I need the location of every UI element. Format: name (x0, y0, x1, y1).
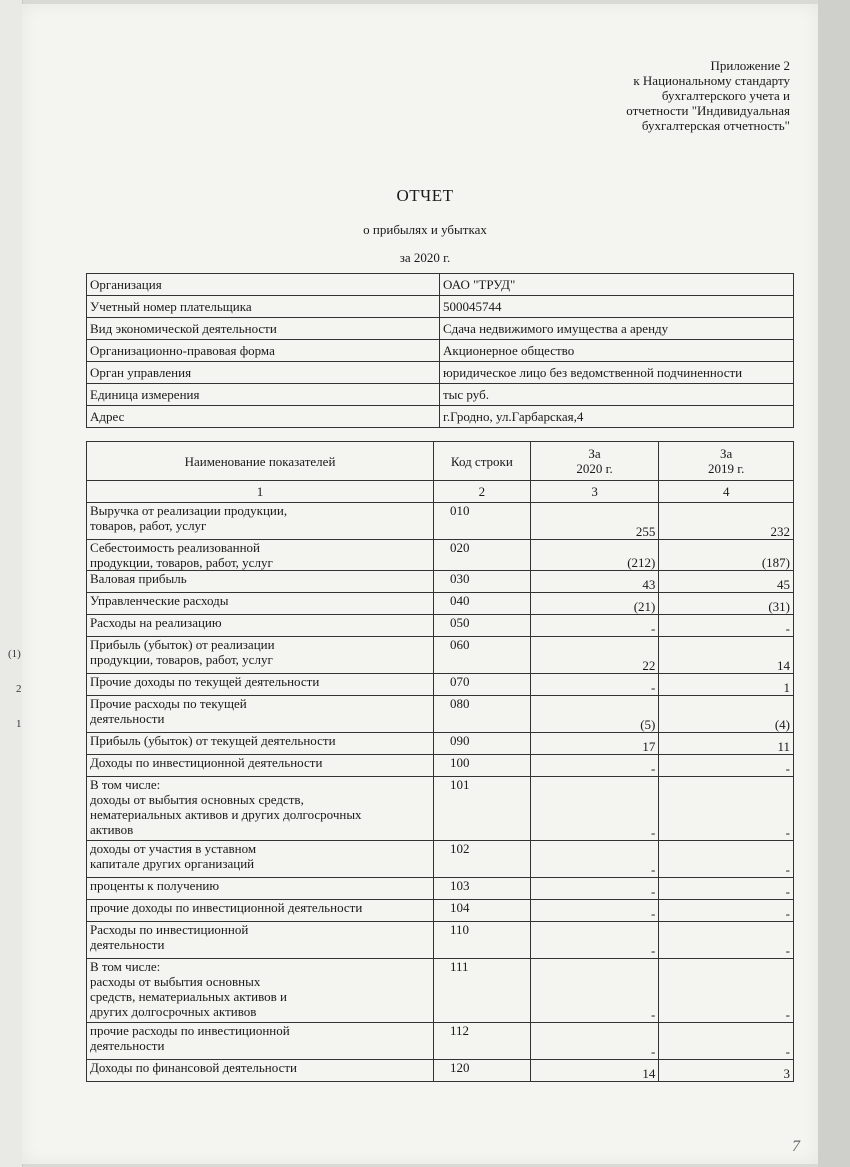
row-value-2020: 255 (530, 503, 659, 540)
header-year2: За 2019 г. (659, 442, 794, 481)
row-name: Доходы по инвестиционной деятельности (87, 755, 434, 777)
row-value-2019: - (659, 755, 794, 777)
report-title: ОТЧЕТ (396, 186, 454, 205)
table-row (87, 593, 794, 615)
row-code: 070 (433, 674, 530, 696)
table-row (87, 733, 794, 755)
row-value-2019: 45 (659, 571, 794, 593)
row-name: Прочие расходы по текущей деятельности (87, 696, 434, 733)
row-name: Прочие доходы по текущей деятельности (87, 674, 434, 696)
row-value-2020: (212) (530, 540, 659, 571)
info-label: Единица измерения (87, 384, 440, 406)
table-row (87, 959, 794, 1023)
info-row (87, 274, 794, 296)
row-code: 050 (433, 615, 530, 637)
row-value-2019: - (659, 777, 794, 841)
info-row (87, 318, 794, 340)
row-code: 110 (433, 922, 530, 959)
col-number: 4 (659, 481, 794, 503)
row-value-2019: 11 (659, 733, 794, 755)
scan-edge (818, 0, 850, 1167)
col-number: 1 (87, 481, 434, 503)
column-number-row (87, 481, 794, 503)
row-value-2019: (187) (659, 540, 794, 571)
margin-mark: 1 (16, 718, 22, 730)
row-code: 060 (433, 637, 530, 674)
row-code: 102 (433, 841, 530, 878)
row-value-2019: (31) (659, 593, 794, 615)
table-row (87, 503, 794, 540)
row-value-2019: 3 (659, 1060, 794, 1082)
info-label: Адрес (87, 406, 440, 428)
row-code: 104 (433, 900, 530, 922)
info-label: Организационно-правовая форма (87, 340, 440, 362)
table-row (87, 674, 794, 696)
table-row (87, 1023, 794, 1060)
info-value: юридическое лицо без ведомственной подчиненности (440, 362, 794, 384)
row-value-2019: - (659, 841, 794, 878)
row-code: 103 (433, 878, 530, 900)
margin-mark: 2 (16, 683, 22, 695)
row-name: Выручка от реализации продукции, товаров, работ, услуг (87, 503, 434, 540)
info-value: тыс руб. (440, 384, 794, 406)
row-code: 080 (433, 696, 530, 733)
table-row (87, 571, 794, 593)
info-value: 500045744 (440, 296, 794, 318)
row-name: Прибыль (убыток) от текущей деятельности (87, 733, 434, 755)
table-row (87, 900, 794, 922)
header-name: Наименование показателей (87, 442, 434, 481)
row-value-2019: - (659, 900, 794, 922)
row-code: 020 (433, 540, 530, 571)
row-code: 120 (433, 1060, 530, 1082)
info-row (87, 340, 794, 362)
row-value-2019: 14 (659, 637, 794, 674)
row-name: Прибыль (убыток) от реализации продукции, товаров, работ, услуг (87, 637, 434, 674)
table-row (87, 1060, 794, 1082)
row-value-2019: 1 (659, 674, 794, 696)
table-header-row (87, 442, 794, 481)
info-row (87, 296, 794, 318)
row-value-2019: - (659, 1023, 794, 1060)
row-name: Расходы по инвестиционной деятельности (87, 922, 434, 959)
table-row (87, 615, 794, 637)
row-code: 100 (433, 755, 530, 777)
row-name: прочие расходы по инвестиционной деятельности (87, 1023, 434, 1060)
row-name: проценты к получению (87, 878, 434, 900)
row-value-2020: 17 (530, 733, 659, 755)
info-label: Орган управления (87, 362, 440, 384)
page-number: 7 (792, 1138, 800, 1155)
organization-info-table (86, 273, 794, 428)
row-name: Себестоимость реализованной продукции, товаров, работ, услуг (87, 540, 434, 571)
col-number: 3 (530, 481, 659, 503)
row-value-2020: - (530, 777, 659, 841)
report-period: за 2020 г. (399, 250, 451, 265)
info-row (87, 406, 794, 428)
col-number: 2 (433, 481, 530, 503)
row-name: В том числе: расходы от выбытия основных средств, нематериальных активов и других долгосрочных активов (87, 959, 434, 1023)
row-name: Расходы на реализацию (87, 615, 434, 637)
row-value-2019: - (659, 922, 794, 959)
table-row (87, 540, 794, 571)
row-value-2020: 14 (530, 1060, 659, 1082)
row-value-2020: (21) (530, 593, 659, 615)
row-value-2020: - (530, 878, 659, 900)
row-value-2019: - (659, 878, 794, 900)
row-value-2020: - (530, 615, 659, 637)
row-value-2019: - (659, 615, 794, 637)
row-value-2020: - (530, 755, 659, 777)
row-value-2020: (5) (530, 696, 659, 733)
info-label: Вид экономической деятельности (87, 318, 440, 340)
row-code: 111 (433, 959, 530, 1023)
row-value-2020: - (530, 841, 659, 878)
left-page-strip (0, 0, 23, 1167)
table-row (87, 696, 794, 733)
row-name: Управленческие расходы (87, 593, 434, 615)
header-code: Код строки (433, 442, 530, 481)
row-code: 090 (433, 733, 530, 755)
margin-mark: (1) (8, 648, 21, 660)
info-row (87, 384, 794, 406)
info-row (87, 362, 794, 384)
info-value: Акционерное общество (440, 340, 794, 362)
info-value: г.Гродно, ул.Гарбарская,4 (440, 406, 794, 428)
info-value: Сдача недвижимого имущества а аренду (440, 318, 794, 340)
row-value-2019: 232 (659, 503, 794, 540)
table-row (87, 755, 794, 777)
table-row (87, 637, 794, 674)
row-name: Доходы по финансовой деятельности (87, 1060, 434, 1082)
row-code: 040 (433, 593, 530, 615)
row-name: Валовая прибыль (87, 571, 434, 593)
row-code: 101 (433, 777, 530, 841)
report-subtitle: о прибылях и убытках (363, 222, 487, 237)
row-code: 030 (433, 571, 530, 593)
info-label: Учетный номер плательщика (87, 296, 440, 318)
info-value: ОАО "ТРУД" (440, 274, 794, 296)
row-value-2020: 43 (530, 571, 659, 593)
row-value-2020: - (530, 959, 659, 1023)
row-value-2020: - (530, 922, 659, 959)
table-row (87, 922, 794, 959)
appendix-note: Приложение 2 к Национальному стандарту бухгалтерского учета и отчетности "Индивидуальная бухгалтерская отчетность" (626, 58, 790, 133)
row-value-2020: - (530, 1023, 659, 1060)
row-name: прочие доходы по инвестиционной деятельности (87, 900, 434, 922)
table-row (87, 777, 794, 841)
row-code: 112 (433, 1023, 530, 1060)
row-value-2019: (4) (659, 696, 794, 733)
info-label: Организация (87, 274, 440, 296)
row-name: доходы от участия в уставном капитале других организаций (87, 841, 434, 878)
row-name: В том числе: доходы от выбытия основных средств, нематериальных активов и других долгосрочных активов (87, 777, 434, 841)
profit-loss-table (86, 441, 794, 1082)
table-row (87, 878, 794, 900)
row-code: 010 (433, 503, 530, 540)
row-value-2020: - (530, 674, 659, 696)
header-year1: За 2020 г. (530, 442, 659, 481)
row-value-2019: - (659, 959, 794, 1023)
table-row (87, 841, 794, 878)
row-value-2020: - (530, 900, 659, 922)
row-value-2020: 22 (530, 637, 659, 674)
